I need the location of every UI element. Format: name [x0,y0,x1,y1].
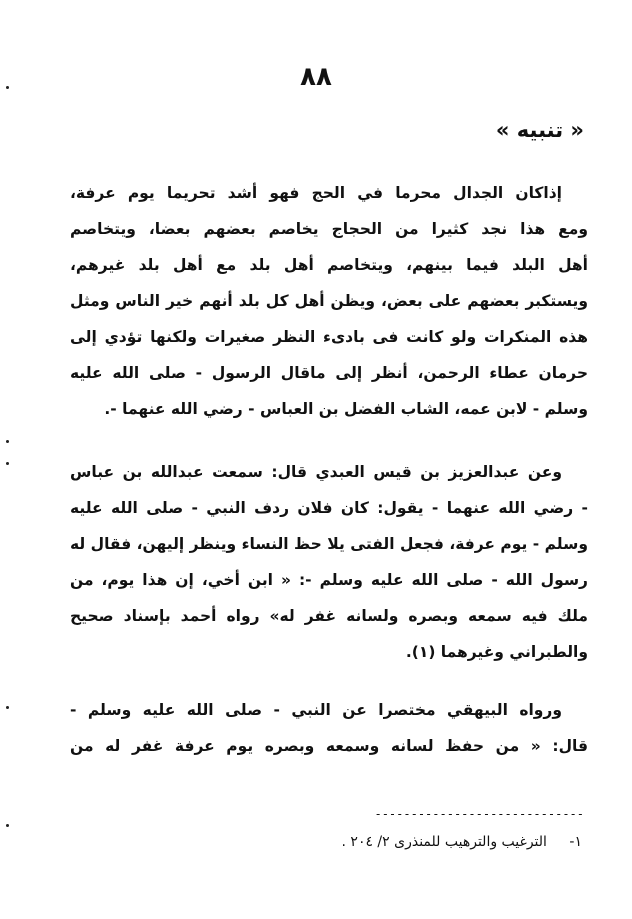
text-line: ورواه البيهقي مختصرا عن النبي - صلى الله عليه وسلم - [70,701,562,719]
text-line: وعن عبدالعزيز بن قيس العبدي قال: سمعت عبدالله بن عباس [70,463,562,481]
paragraph-1 [70,175,588,427]
footnote [342,834,582,850]
margin-mark [6,706,9,709]
text-line: والطبراني وغيرهما (١). [405,643,588,661]
text-line: حرمان عطاء الرحمن، أنظر إلى ماقال الرسول - صلى الله عليه [70,364,588,382]
text-line: ومع هذا نجد كثيرا من الحجاج يخاصم بعضهم بعضا، ويتخاصم [70,220,588,238]
text-line: وسلم - يوم عرفة، فجعل الفتى يلا حظ النساء وينظر إليهن، فقال له [70,535,588,553]
text-line: إذاكان الجدال محرما في الحج فهو أشد تحريما يوم عرفة، [70,184,562,202]
text-line: ملك فيه سمعه وبصره ولسانه غفر له» رواه أحمد بإسناد صحيح [70,607,588,625]
margin-mark [6,440,9,443]
text-line: وسلم - لابن عمه، الشاب الفضل بن العباس - رضي الله عنهما -. [104,400,588,418]
text-line: أهل البلد فيما بينهم، ويتخاصم أهل بلد مع أهل بلد غيرهم، [70,256,588,274]
section-heading: « تنبيه » [495,118,584,142]
text-line: قال: « من حفظ لسانه وسمعه وبصره يوم عرفة غفر له من [70,737,588,755]
footnote-separator: ----------------------------- [374,807,584,821]
margin-mark [6,86,9,89]
page-number: ٨٨ [300,62,332,92]
footnote-number: ١- [569,834,582,850]
paragraph-3 [70,692,588,764]
margin-mark [6,462,9,465]
text-line: هذه المنكرات ولو كانت فى بادىء النظر صغيرات ولكنها تؤدي إلى [70,328,588,346]
text-line: - رضي الله عنهما - يقول: كان فلان ردف النبي - صلى الله عليه [70,499,588,517]
text-line: رسول الله - صلى الله عليه وسلم -: « ابن أخي، إن هذا يوم، من [70,571,588,589]
paragraph-2 [70,454,588,670]
text-line: ويستكبر بعضهم على بعض، ويظن أهل كل بلد أنهم خير الناس ومثل [70,292,588,310]
margin-mark [6,824,9,827]
footnote-text: الترغيب والترهيب للمنذرى ٢/ ٢٠٤ . [341,834,547,850]
